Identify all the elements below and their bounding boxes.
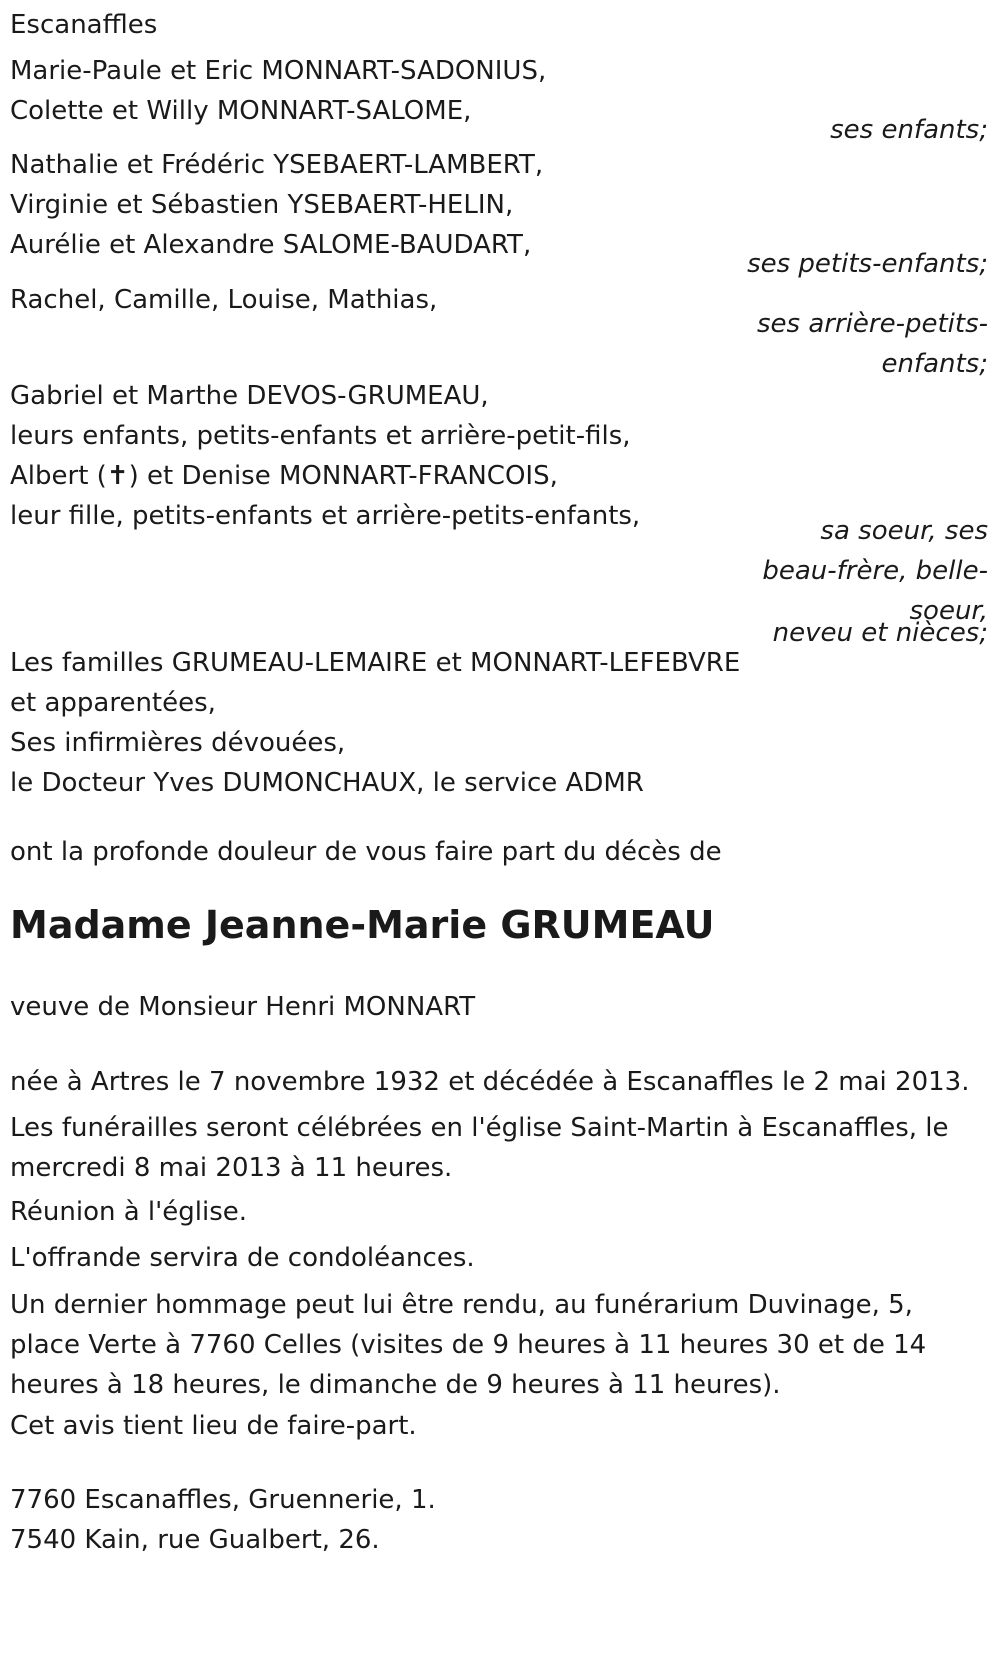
- grandchildren-role-text: ses petits-enfants;: [747, 249, 988, 279]
- great-grandchildren-role-line: ses arrière-petits-: [757, 309, 988, 339]
- funeral-text: Les funérailles seront célébrées en l'église Saint-Martin à Escanaffles, le mercredi 8 mai 2013 à 11 heures.: [10, 1113, 949, 1183]
- siblings-line: leurs enfants, petits-enfants et arrière-petit-fils,: [10, 421, 631, 451]
- children-line: Colette et Willy MONNART-SALOME,: [10, 96, 472, 126]
- families-line: le Docteur Yves DUMONCHAUX, le service ADMR: [10, 768, 644, 798]
- grandchildren-role: [0, 244, 990, 284]
- great-grandchildren-role: [0, 304, 990, 384]
- grandchildren-line: Virginie et Sébastien YSEBAERT-HELIN,: [10, 190, 514, 220]
- siblings-line: leur fille, petits-enfants et arrière-petits-enfants,: [10, 501, 641, 531]
- addresses-block: [10, 1480, 436, 1560]
- siblings-role-line: sa soeur, ses: [820, 516, 988, 546]
- families-block: [10, 643, 740, 803]
- offering-text: L'offrande servira de condoléances.: [10, 1243, 475, 1273]
- location-header: Escanaffles: [10, 10, 158, 40]
- families-line: Ses infirmières dévouées,: [10, 728, 346, 758]
- grandchildren-line: Nathalie et Frédéric YSEBAERT-LAMBERT,: [10, 150, 544, 180]
- birth-death-text: née à Artres le 7 novembre 1932 et décédée à Escanaffles le 2 mai 2013.: [10, 1067, 970, 1097]
- widow-of-text: veuve de Monsieur Henri MONNART: [10, 992, 476, 1022]
- great-grandchildren-line: Rachel, Camille, Louise, Mathias,: [10, 285, 438, 315]
- children-role-text: ses enfants;: [830, 115, 988, 145]
- families-line: et apparentées,: [10, 688, 216, 718]
- deceased-name: Madame Jeanne-Marie GRUMEAU: [10, 903, 715, 947]
- siblings-line: Albert (✝) et Denise MONNART-FRANCOIS,: [10, 461, 558, 491]
- announcement-text: ont la profonde douleur de vous faire part du décès de: [10, 837, 722, 867]
- siblings-role-line: beau-frère, belle-: [762, 556, 988, 586]
- siblings-role-line: soeur,: [909, 596, 988, 626]
- families-line: Les familles GRUMEAU-LEMAIRE et MONNART-LEFEBVRE: [10, 648, 741, 678]
- grandchildren-line: Aurélie et Alexandre SALOME-BAUDART,: [10, 230, 532, 260]
- great-grandchildren-role-line: enfants;: [881, 349, 988, 379]
- siblings-line: Gabriel et Marthe DEVOS-GRUMEAU,: [10, 381, 489, 411]
- children-role: [0, 110, 990, 150]
- siblings-role-line: neveu et nièces;: [772, 618, 988, 648]
- address-line: 7540 Kain, rue Gualbert, 26.: [10, 1525, 380, 1555]
- children-line: Marie-Paule et Eric MONNART-SADONIUS,: [10, 56, 547, 86]
- tribute-text: Un dernier hommage peut lui être rendu, au funérarium Duvinage, 5, place Verte à 7760 Celles (visites de 9 heures à 11 heures 30 et de 14 heures à 18 heures, le dimanche de 9 heures à 11 heures).: [10, 1290, 927, 1400]
- notice-text: Cet avis tient lieu de faire-part.: [10, 1411, 417, 1441]
- siblings-role: [0, 511, 990, 653]
- meeting-text: Réunion à l'église.: [10, 1197, 248, 1227]
- address-line: 7760 Escanaffles, Gruennerie, 1.: [10, 1485, 436, 1515]
